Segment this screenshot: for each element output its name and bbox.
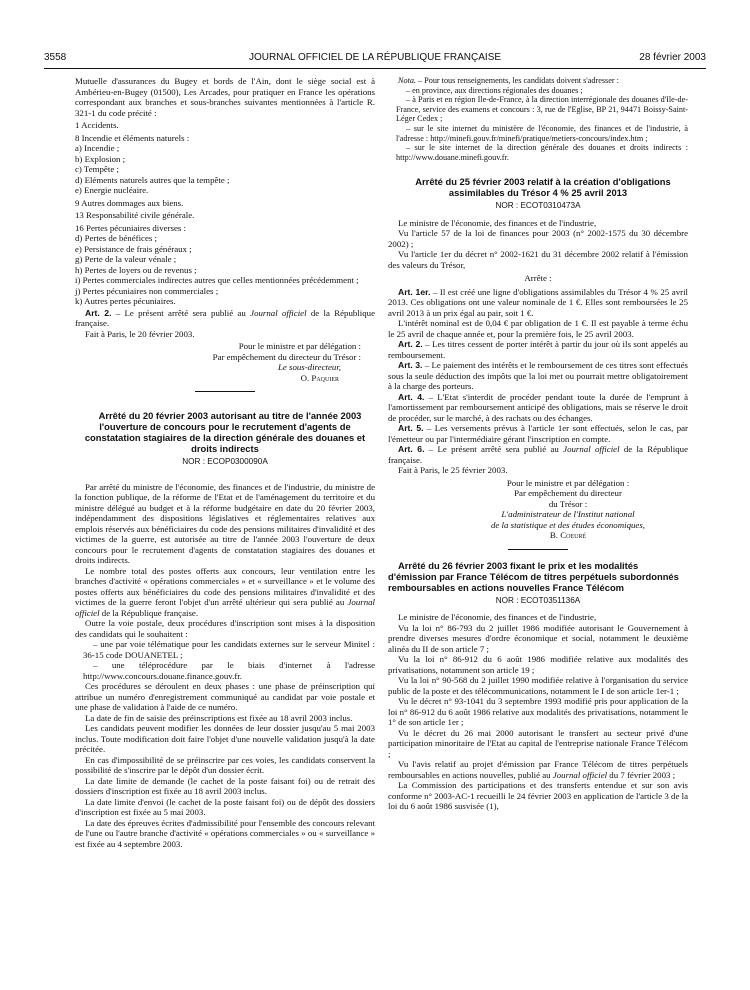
paragraph: Outre la voie postale, deux procédures d'inscription sont mises à la disposition des candidats qui le souhaitent : <box>75 618 375 639</box>
list-item: – une téléprocédure par le biais d'internet à l'adresse http://www.concours.douane.finance.gouv.fr. <box>83 660 375 681</box>
sub-branch-item: d) Pertes de bénéfices ; <box>75 233 158 243</box>
sub-branch-item: b) Explosion ; <box>75 153 126 164</box>
list-item: – une par voie télématique pour les candidats externes sur le serveur Minitel : 36-15 code DOUANETEL ; <box>83 639 375 660</box>
article-label: Art. 2. <box>85 307 112 318</box>
sub-branch-item: k) Autres pertes pécuniaires. <box>75 296 176 306</box>
paragraph: La date des épreuves écrites d'admissibilité pour l'ensemble des concours relevant de l'une ou l'autre branche d'activité « opérations commerciales » ou « surveillance » est fixée au 4 septembre 2003. <box>75 817 375 849</box>
section-divider <box>195 391 255 392</box>
header-rule <box>44 68 706 69</box>
paragraph: Le nombre total des postes offerts aux concours, leur ventilation entre les branches d'activité « opérations commerciales » et « surveillance » et le volume des postes offerts aux bénéficiaires du code des pensions militaires d'invalidité et des victimes de la guerre feront l'objet d'un arrêté ultérieur qui sera publié au Journal officiel de la République française. <box>75 565 375 618</box>
paragraph: Vu l'article 1er du décret n° 2002-1621 du 31 décembre 2002 relatif à l'émission des valeurs du Trésor, <box>388 249 688 270</box>
page-number: 3558 <box>44 52 67 63</box>
paragraph: Ces procédures se déroulent en deux phases : une phase de préinscription qui attribue un numéro d'enregistrement communiqué au candidat par voie postale et une phase de validation à l'aide de ce numéro. <box>75 681 375 712</box>
arrete-heading: Arrête : <box>524 273 552 284</box>
signatory-name: B. Coeuré <box>549 530 587 541</box>
article-5: Art. 5. – Les versements prévus à l'article 1er sont effectués, selon le cas, par l'émetteur ou par l'intermédiaire gérant l'inscription en compte. <box>388 423 688 444</box>
branch-item: 13 Responsabilité civile générale. <box>75 210 195 220</box>
paragraph: Le ministre de l'économie, des finances et de l'industrie, <box>398 612 597 623</box>
sub-branch-item: e) Energie nucléaire. <box>75 185 149 195</box>
paragraph: Le ministre de l'économie, des finances et de l'industrie, <box>398 217 597 228</box>
nor-reference: NOR : ECOT0351136A <box>495 595 581 605</box>
intro-paragraph: Mutuelle d'assurances du Bugey et bords de l'Ain, dont le siège social est à Ambérieu-en-Bugey (01500), Les Arcades, pour pratiquer en France les opérations correspondant aux branches et sous-branches suivantes mentionnées à l'article R. 321-1 du code précité : <box>75 76 375 118</box>
sub-branch-item: e) Persistance de frais généraux ; <box>75 243 192 254</box>
paragraph: La Commission des participations et des transferts entendue et sur son avis conforme n° 2003-AC-1 recueilli le 24 février 2003 en application de l'article 3 de la loi du 6 août 1986 susvisée (1), <box>388 780 688 812</box>
article-2: Art. 2. – Les titres cessent de porter intérêt à partir du jour où ils sont appelés au remboursement. <box>388 339 688 360</box>
article-1: Art. 1er. – Il est créé une ligne d'obligations assimilables du Trésor 4 % 25 avril 2013. Ces obligations ont une valeur nominale de 1 €. Elles sont remboursées le 25 avril 2013 à un prix égal au pair, soit 1 €. <box>388 286 688 318</box>
article-3: Art. 3. – Le paiement des intérêts et le remboursement de ces titres sont effectués sous la seule déduction des impôts que la loi met ou pourrait mettre obligatoirement à la charge des porteurs. <box>388 360 688 392</box>
sub-branch-item: i) Pertes commerciales indirectes autres que celles mentionnées précédemment ; <box>75 275 359 285</box>
journal-title: JOURNAL OFFICIEL DE LA RÉPUBLIQUE FRANÇAISE <box>248 52 502 63</box>
decree-title: Arrêté du 25 février 2003 relatif à la création d'obligations assimilables du Trésor 4 % 25 avril 2013 <box>415 176 671 199</box>
paragraph: Vu la loi n° 86-912 du 6 août 1986 modifiée relative aux modalités des privatisations, notamment son article 19 ; <box>388 654 688 675</box>
signatory-name: O. Paquier <box>300 372 339 383</box>
paragraph: Vu l'avis relatif au projet d'émission par France Télécom de titres perpétuels remboursables en actions nouvelles, publié au Journal officiel du 7 février 2003 ; <box>388 759 688 780</box>
paragraph: Vu le décret n° 93-1041 du 3 septembre 1993 modifié pris pour application de la loi n° 86-912 du 6 août 1986 relative aux modalités des privatisations, notamment le 1° de son article 1er ; <box>388 696 688 728</box>
branch-item: 16 Pertes pécuniaires diverses : <box>75 222 187 233</box>
note-block: Nota. – Pour tous renseignements, les candidats doivent s'adresser : – en province, aux directions régionales des douanes ; – à Paris et en région Ile-de-France, à la direction interrégionale des douanes d'Ile-de-France, service des examens et concours : 3, rue de l'Eglise, BP 21, 94471 Boissy-Saint-Léger Cedex ; – sur le site internet du ministère de l'économie, des finances et de l'industrie, à l'adresse : http://minefi.gouv.fr/minefi/pratique/metiers-concours/index.htm ; – sur le site internet de la direction générale des douanes et droits indirects : http://www.douane.minefi.gouv.fr. <box>388 76 688 162</box>
sub-branch-item: c) Tempête ; <box>75 164 119 174</box>
article-2: Art. 2. – Le présent arrêté sera publié au Journal officiel de la République française. <box>75 307 375 328</box>
right-column <box>388 76 688 812</box>
note-list <box>388 86 688 163</box>
paragraph: Vu la loi n° 90-568 du 2 juillet 1990 modifiée relative à l'organisation du service public de la poste et des télécommunications, notamment le I de son article 1er-1 ; <box>388 675 688 696</box>
nor-reference: NOR : ECOT0310473A <box>495 201 581 211</box>
note-item: – en province, aux directions régionales des douanes ; <box>406 85 583 95</box>
article-6: Art. 6. – Le présent arrêté sera publié au Journal officiel de la République française. <box>388 444 688 465</box>
left-column <box>75 76 375 849</box>
paragraph: La date de fin de saisie des préinscriptions est fixée au 18 avril 2003 inclus. <box>85 712 353 723</box>
article-4: Art. 4. – L'Etat s'interdit de procéder pendant toute la durée de l'emprunt à l'amortissement par remboursement anticipé des obligations, mais se réserve le droit de procéder, sur le marché, à des rachats ou des échanges. <box>388 391 689 423</box>
paragraph: En cas d'impossibilité de se préinscrire par ces voies, les candidats conservent la possibilité de s'inscrire par le dépôt d'un dossier écrit. <box>75 754 375 775</box>
sub-branch-item: a) Incendie ; <box>75 143 120 153</box>
paragraph: Les candidats peuvent modifier les données de leur dossier jusqu'au 5 mai 2003 inclus. Toute modification doit faire l'objet d'une nouvelle validation jusqu'à la date précitée. <box>75 723 375 754</box>
fait-line: Fait à Paris, le 25 février 2003. <box>398 465 508 476</box>
note-item: – sur le site internet de la direction générale des douanes et droits indirects : http://www.douane.minefi.gouv.fr. <box>396 143 688 162</box>
branch-list <box>75 120 375 307</box>
paragraph: La date limite d'envoi (le cachet de la poste faisant foi) ou de dépôt des dossiers d'inscription est fixée au 5 mai 2003. <box>75 796 375 817</box>
note-item: – sur le site internet du ministère de l'économie, des finances et de l'industrie, à l'adresse : http://minefi.gouv.fr/minefi/pratique/metiers-concours/index.htm ; <box>396 123 688 143</box>
branch-item: 8 Incendie et éléments naturels : <box>75 132 190 143</box>
issue-date: 28 février 2003 <box>639 52 706 63</box>
paragraph: Vu l'article 57 de la loi de finances pour 2003 (n° 2002-1575 du 30 décembre 2002) ; <box>388 228 688 249</box>
running-header <box>44 52 706 66</box>
note-label: Nota. <box>398 76 416 85</box>
branch-item: 1 Accidents. <box>75 120 119 130</box>
note-item: – à Paris et en région Ile-de-France, à la direction interrégionale des douanes d'Ile-de-France, service des examens et concours : 3, rue de l'Eglise, BP 21, 94471 Boissy-Saint-Léger Cedex ; <box>396 95 688 124</box>
paragraph: Vu la loi n° 86-793 du 2 juillet 1986 modifiée autorisant le Gouvernement à prendre diverses mesures d'ordre économique et social, notamment le deuxième alinéa du II de son article 7 ; <box>388 622 688 654</box>
fait-line: Fait à Paris, le 20 février 2003. <box>85 328 195 339</box>
signature-block: Pour le ministre et par délégation : Par empêchement du directeur du Trésor : Le sous-directeur, O. Paquier <box>75 341 375 383</box>
decree-title: Arrêté du 26 février 2003 fixant le prix et les modalités d'émission par France Télécom de titres perpétuels subordonnés remboursables en actions nouvelles France Télécom <box>388 559 679 593</box>
sub-branch-item: j) Pertes pécuniaires non commerciales ; <box>75 285 219 296</box>
nor-reference: NOR : ECOP0300090A <box>182 457 268 466</box>
paragraph: Par arrêté du ministre de l'économie, des finances et de l'industrie, du ministre de la fonction publique, de la réforme de l'Etat et de l'aménagement du territoire et du ministre délégué au budget et à la réforme budgétaire en date du 20 février 2003, indépendamment des dispositions législatives et réglementaires relatives aux emplois réservés aux bénéficiaires du code des pensions militaires d'invalidité et des victimes de la guerre, est autorisée au titre de l'année 2003 l'ouverture de deux concours pour le recrutement d'agents de constatation stagiaires des douanes et droits indirects. <box>75 481 375 565</box>
decree-title: Arrêté du 20 février 2003 autorisant au titre de l'année 2003 l'ouverture de concours pour le recrutement d'agents de constatation stagiaires de la direction générale des douanes et droits indirects <box>84 410 366 454</box>
paragraph: Vu le décret du 26 mai 2000 autorisant le transfert au secteur privé d'une participation minoritaire de l'Etat au capital de l'entreprise nationale France Télécom ; <box>388 727 688 759</box>
sub-branch-item: h) Pertes de loyers ou de revenus ; <box>75 264 197 275</box>
sub-branch-item: g) Perte de la valeur vénale ; <box>75 254 177 264</box>
section-divider <box>508 549 568 550</box>
paragraph: La date limite de demande (le cachet de la poste faisant foi) ou de retrait des dossiers d'inscription est fixée au 18 avril 2003 inclus. <box>75 775 375 796</box>
branch-item: 9 Autres dommages aux biens. <box>75 197 184 208</box>
signature-block: Pour le ministre et par délégation : Par empêchement du directeur du Trésor : L'administrateur de l'Institut national de la statistique et des études économiques, B. Coeuré <box>448 478 688 541</box>
sub-branch-item: d) Eléments naturels autres que la tempête ; <box>75 174 230 185</box>
paragraph: L'intérêt nominal est de 0,04 € par obligation de 1 €. Il est payable à terme échu le 25 avril de chaque année et, pour la première fois, le 25 avril 2003. <box>388 318 688 339</box>
